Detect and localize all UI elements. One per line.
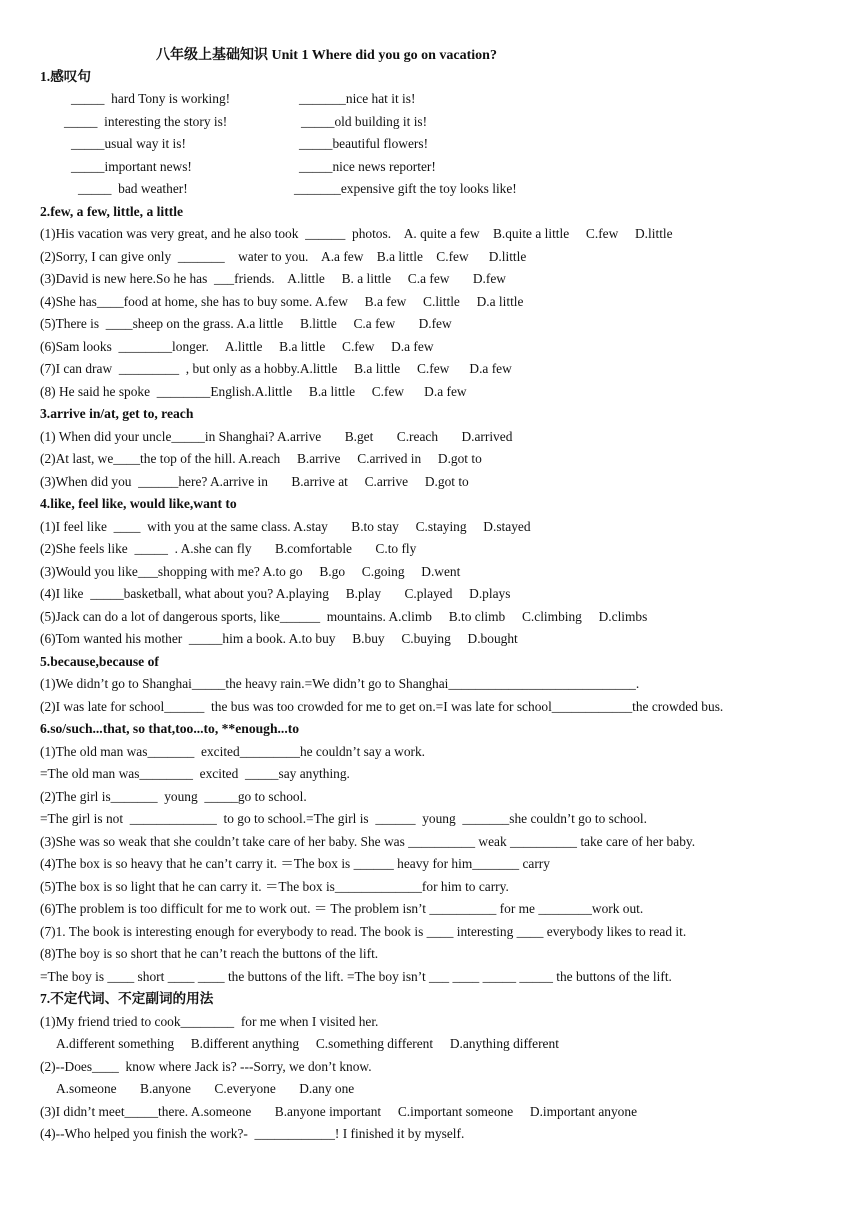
question-line: (4)--Who helped you finish the work?- ____________! I finished it by myself. [40,1126,465,1141]
question-line: (7)I can draw _________ , but only as a hobby.A.little B.a little C.few D.a few [40,361,512,376]
exercise-right: _____beautiful flowers! [299,136,429,151]
section-heading: 6.so/such...that, so that,too...to, **enough...to [40,721,300,736]
question-line: (8)The boy is so short that he can’t reach the buttons of the lift. [40,946,379,961]
question-line: =The old man was________ excited _____say anything. [40,766,350,781]
question-line: (2)The girl is_______ young _____go to school. [40,788,307,804]
answer-options: A.different something B.different anything C.something different D.anything different [56,1036,559,1051]
question-line: (8) He said he spoke ________English.A.little B.a little C.few D.a few [40,383,467,399]
exercise-left: _____ bad weather! [78,181,188,196]
question-line: (2)--Does____ know where Jack is? ---Sorry, we don’t know. [40,1058,372,1074]
question-line: (1)I feel like ____ with you at the same class. A.stay B.to stay C.staying D.stayed [40,518,531,534]
exclamation-row [0,156,860,179]
exercise-right: _____nice news reporter! [299,158,436,174]
question-line: (2)She feels like _____ . A.she can fly B.comfortable C.to fly [40,541,417,556]
question-line: (1)My friend tried to cook________ for me when I visited her. [40,1013,379,1029]
exercise-right: _____old building it is! [301,113,428,129]
exclamation-row [0,111,860,134]
section-heading: 1.感叹句 [40,68,91,84]
question-line: (3)David is new here.So he has ___friends. A.little B. a little C.a few D.few [40,271,506,286]
exercise-left: _____important news! [71,158,192,174]
section-heading: 2.few, a few, little, a little [40,203,184,219]
answer-options: A.someone B.anyone C.everyone D.any one [56,1081,355,1096]
exercise-left: _____usual way it is! [71,136,186,151]
question-line: (1)We didn’t go to Shanghai_____the heavy rain.=We didn’t go to Shanghai____________________________. [40,676,640,691]
section-heading: 3.arrive in/at, get to, reach [40,406,194,421]
section-heading: 7.不定代词、不定副词的用法 [40,991,214,1006]
question-line: (3)She was so weak that she couldn’t take care of her baby. She was __________ weak __________ take care of her baby. [40,833,696,849]
exercise-right: _______expensive gift the toy looks like! [294,181,517,196]
question-line: (5)There is ____sheep on the grass. A.a little B.little C.a few D.few [40,316,452,331]
exclamation-row [0,88,860,111]
question-line: =The boy is ____ short ____ ____ the buttons of the lift. =The boy isn’t ___ ____ _____ _____ the buttons of the lift. [40,968,672,984]
exercise-left: _____ hard Tony is working! [71,91,231,106]
question-line: (3)I didn’t meet_____there. A.someone B.anyone important C.important someone D.important anyone [40,1103,638,1119]
question-line: (6)Tom wanted his mother _____him a book. A.to buy B.buy C.buying D.bought [40,631,518,646]
question-line: (1)His vacation was very great, and he also took ______ photos. A. quite a few B.quite a little C.few D.little [40,226,673,241]
question-line: (5)The box is so light that he can carry it. ＝The box is_____________for him to carry. [40,878,509,894]
question-line: (5)Jack can do a lot of dangerous sports, like______ mountains. A.climb B.to climb C.climbing D.climbs [40,608,648,624]
question-line: (4)The box is so heavy that he can’t carry it. ＝The box is ______ heavy for him_______ carry [40,856,550,871]
section-heading: 5.because,because of [40,653,159,669]
question-line: (1)The old man was_______ excited_________he couldn’t say a work. [40,743,426,759]
question-line: (2)Sorry, I can give only _______ water to you. A.a few B.a little C.few D.little [40,248,527,264]
worksheet-body [0,66,860,1146]
exclamation-row [0,178,860,201]
exercise-right: _______nice hat it is! [299,91,416,106]
question-line: (2)At last, we____the top of the hill. A.reach B.arrive C.arrived in D.got to [40,451,482,466]
question-line: =The girl is not _____________ to go to school.=The girl is ______ young _______she couldn’t go to school. [40,811,647,826]
question-line: (4)She has____food at home, she has to buy some. A.few B.a few C.little D.a little [40,293,524,309]
exclamation-row [0,133,860,156]
question-line: (3)When did you ______here? A.arrive in B.arrive at C.arrive D.got to [40,473,469,489]
question-line: (7)1. The book is interesting enough for everybody to read. The book is ____ interesting ____ everybody likes to read it. [40,923,687,939]
section-heading: 4.like, feel like, would like,want to [40,496,237,511]
question-line: (2)I was late for school______ the bus was too crowded for me to get on.=I was late for school____________the crowded bus. [40,698,724,714]
question-line: (6)Sam looks ________longer. A.little B.a little C.few D.a few [40,338,434,354]
question-line: (1) When did your uncle_____in Shanghai? A.arrive B.get C.reach D.arrived [40,428,513,444]
question-line: (3)Would you like___shopping with me? A.to go B.go C.going D.went [40,563,461,579]
question-line: (6)The problem is too difficult for me to work out. ＝ The problem isn’t __________ for me ________work out. [40,901,644,916]
exercise-left: _____ interesting the story is! [64,113,228,129]
question-line: (4)I like _____basketball, what about you? A.playing B.play C.played D.plays [40,586,511,601]
page-title: 八年级上基础知识 Unit 1 Where did you go on vacation? [156,48,497,63]
